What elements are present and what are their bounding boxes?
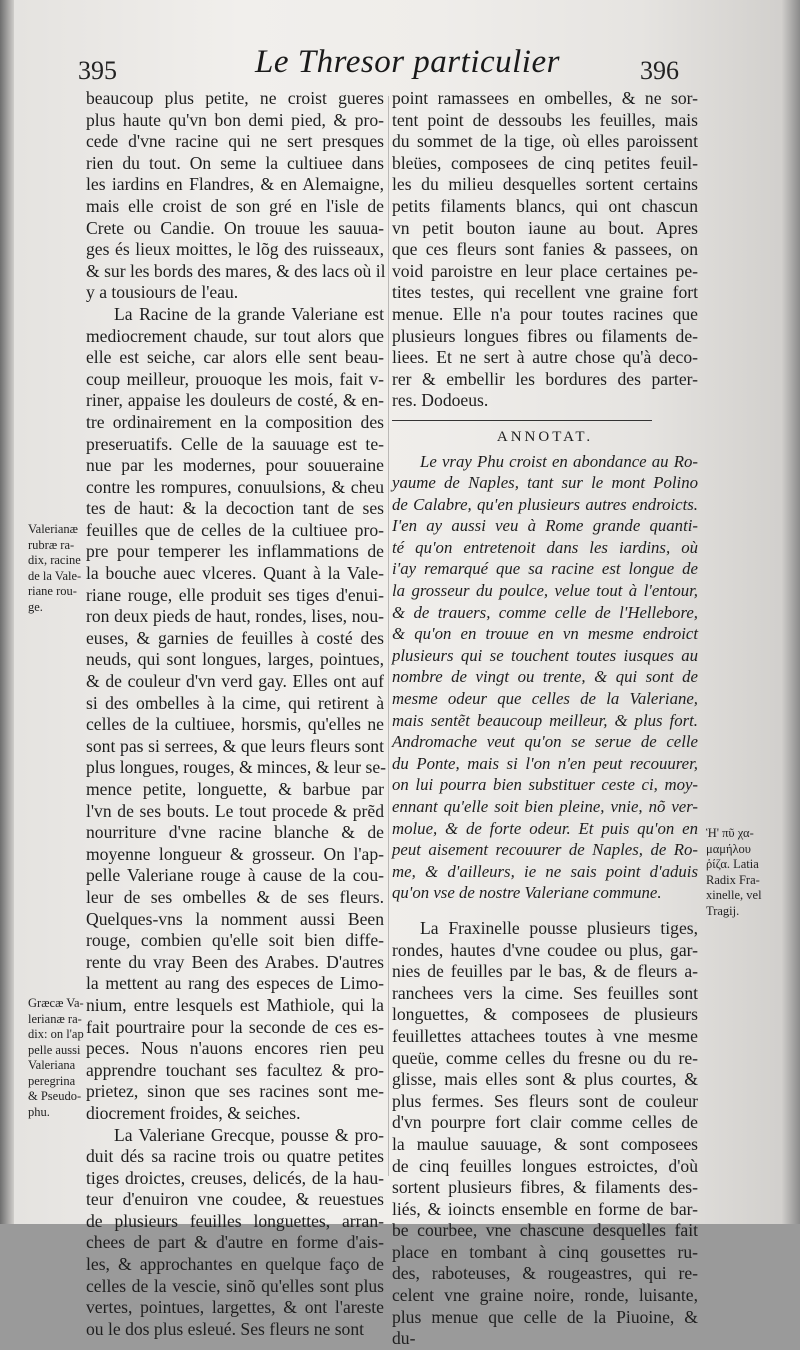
left-column-line: leur de ses ombelles & de ses fleurs.	[86, 886, 384, 907]
margin-note-line: de la Vale-	[28, 568, 82, 583]
left-column-line: cede d'vne racine qui ne sert presques	[86, 131, 384, 152]
right-column-line: plusieurs longues fibres ou filaments de-	[392, 325, 698, 346]
left-column-line: duit dés sa racine trois ou quatre petites	[86, 1146, 384, 1167]
annotation-line: nombre de vingt ou trente, & qui sont de	[392, 667, 698, 687]
margin-note-valeriana-rubra	[28, 522, 84, 615]
margin-note-line: Ἡ' πῦ χα-	[706, 826, 754, 840]
margin-note-line: & Pseudo-	[28, 1089, 82, 1103]
left-column-line: ou le dos plus esleué. Ses fleurs ne sont	[86, 1318, 365, 1339]
left-column-line: chees de part & d'autre en forme d'ais-	[86, 1232, 384, 1253]
annotation-line: & de trauers, comme celle de l'Hellebore,	[392, 602, 698, 622]
right-column-line: longuettes, & composees de plusieurs	[392, 1004, 698, 1025]
left-column-line: mais elle croist de son gré en l'isle de	[86, 195, 384, 216]
left-column-line: beaucoup plus petite, ne croist gueres	[86, 88, 384, 108]
annotation-line: molue, & de forte odeur. Et puis qu'on en	[392, 818, 698, 838]
left-column-line: mence petite, longuette, & barbue par	[86, 779, 384, 799]
annotation-line: de Calabre, qu'en plusieurs autres endroicts.	[392, 494, 698, 514]
margin-note-line: ῥίζα. Latia	[706, 857, 759, 871]
right-column-line: rer & embellir les bordures des parter-	[392, 368, 698, 389]
margin-note-line: Valerianæ	[28, 522, 78, 536]
section-spacer	[392, 904, 698, 918]
margin-note-line: pelle aussi	[28, 1042, 81, 1057]
page-number-right: 396	[640, 56, 679, 85]
left-column-line: les, & approchantes en quelque faço de	[86, 1254, 384, 1275]
left-column	[86, 88, 387, 1340]
left-column-line: coup meilleur, prouoque les mois, fait v-	[86, 368, 384, 389]
left-column-line: ges és lieux moittes, le lõg des ruisseaux,	[86, 239, 384, 260]
margin-note-line: peregrina	[28, 1073, 76, 1088]
left-column-line: tiges droictes, creuses, delicés, de la hau-	[86, 1167, 384, 1188]
right-column-line: queüe, comme celles du fresne ou du re-	[392, 1047, 698, 1068]
left-column-line: rouge, combien qu'elle soit bien diffe-	[86, 930, 384, 951]
column-gutter	[388, 96, 389, 1176]
margin-note-line: μαμήλου	[706, 841, 751, 856]
left-column-line: feuilles que de celles de la cultiuee pro-	[86, 519, 384, 540]
right-column	[392, 88, 698, 1350]
right-column-line: plus fermes. Ses fleurs sont de couleur	[392, 1090, 698, 1111]
right-column-line: que ces fleurs sont fanies & passees, on	[392, 239, 698, 260]
left-column-line: Crete ou Candie. On trouue les sauua-	[86, 217, 384, 238]
left-column-line: ron deux pieds de haut, rondes, lises, nou-	[86, 606, 384, 627]
left-column-line: moyenne longueur & grosseur. On l'ap-	[86, 843, 384, 864]
margin-note-line: phu.	[28, 1104, 50, 1119]
right-column-line: celent vne graine noire, ronde, luisante,	[392, 1285, 698, 1306]
right-column-line: liés, & ioincts ensemble en forme de bar-	[392, 1198, 698, 1219]
annotation-line: peut aisement recouurer de Naples, de Ro-	[392, 840, 698, 860]
page-edge-left	[0, 0, 14, 1224]
margin-note-line: Græcæ Va-	[28, 996, 84, 1010]
left-column-line: la mettent au rang des especes de Limo-	[86, 973, 384, 994]
left-column-line: preseruatifs. Celle de la sauuage est te-	[86, 433, 384, 454]
left-column-line: de plusieurs feuilles longuettes, arran-	[86, 1210, 384, 1231]
annotation-line: I'en ay aussi veu à Rome grande quanti-	[392, 516, 698, 536]
margin-note-line: rubræ ra-	[28, 537, 75, 552]
right-column-line: tent point de dessoubs les feuilles, mais	[392, 109, 698, 130]
right-column-line: du-	[392, 1328, 416, 1349]
left-column-line: si des ombelles à la cime, qui retirent à	[86, 692, 384, 713]
left-column-line: teur d'enuiron vne coudee, & reuestues	[86, 1189, 384, 1210]
right-column-line: glisse, mais elles sont & plus courtes, &	[392, 1069, 698, 1090]
right-column-line: rondes, hautes d'vne coudee ou plus, gar-	[392, 939, 698, 960]
left-column-line: nium, entre lesquels est Mathiole, qui la	[86, 994, 384, 1015]
margin-note-line: Radix Fra-	[706, 872, 760, 887]
right-column-line: nies de feuilles par le bas, & de fleurs a-	[392, 961, 698, 982]
left-column-line: celles de la vescie, sinõ qu'elles sont plus	[86, 1275, 384, 1296]
annotation-line: mais sentẽt beaucoup meilleur, & plus fort.	[392, 710, 698, 730]
annotation-line: Andromache veut qu'on se serue de celle	[392, 732, 698, 752]
margin-note-line: xinelle, vel	[706, 888, 762, 902]
margin-note-line: dix: on l'ap	[28, 1027, 84, 1041]
annotation-line: la grosseur du poulce, velue tout à l'entour,	[392, 581, 698, 601]
right-column-line: menue. Elle n'a pour toutes racines que	[392, 303, 698, 324]
right-column-line: tites testes, qui recellent vne graine fort	[392, 282, 698, 303]
right-column-line: res. Dodoeus.	[392, 390, 489, 411]
margin-note-line: lerianæ ra-	[28, 1011, 82, 1026]
margin-note-line: dix, racine	[28, 553, 81, 567]
left-column-line: tes de haut: & la decoction tant de ses	[86, 498, 384, 519]
right-column-line: feuillettes attachees toutes à vne mesme	[392, 1025, 698, 1046]
left-column-line: riner, appaise les douleurs de costé, & en-	[86, 390, 384, 411]
left-column-line: nourriture d'vne racine blanche & de	[86, 822, 384, 843]
left-column-line: tre ordinairement en la composition des	[86, 411, 384, 432]
left-column-line: l'vn de ses bouts. Le tout procede & prẽd	[86, 800, 384, 821]
left-column-line: celles de la cultiuee, horsmis, qu'elles ne	[86, 714, 384, 735]
right-column-line: place en tombant à cinq gousettes ru-	[392, 1241, 698, 1262]
left-column-line: rente du vray Been des Arabes. D'autres	[86, 951, 384, 972]
left-column-line: La Racine de la grande Valeriane est	[114, 303, 384, 324]
left-column-line: sont pas si serrees, & que leurs fleurs sont	[86, 735, 384, 756]
left-column-line: pre pour temperer les inflammations de	[86, 541, 384, 562]
page-edge-right	[782, 0, 800, 1224]
right-column-line: liees. Et ne sert à autre chose qu'à deco-	[392, 347, 698, 368]
left-column-line: les iardins en Flandres, & en Alemaigne,	[86, 174, 384, 195]
annotation-line: qu'on vse de nostre Valeriane commune.	[392, 883, 662, 903]
annotation-line: mesme odeur que celles de la Valeriane,	[392, 689, 698, 709]
margin-note-line: Tragij.	[706, 903, 740, 918]
right-column-line: ranchees vers la cime. Ses feuilles sont	[392, 982, 698, 1003]
right-column-line: La Fraxinelle pousse plusieurs tiges,	[420, 917, 698, 938]
annotation-line: & qu'on en trouue en vn mesme endroict	[392, 624, 698, 644]
right-column-line: vn petit bouton iaune au bout. Apres	[392, 217, 698, 238]
right-column-line: d'vn pourpre fort clair comme celles de	[392, 1112, 698, 1133]
left-column-line: peces. Nous n'auons encores rien peu	[86, 1038, 384, 1059]
left-column-line: rien du tout. On seme la cultiuee dans	[86, 152, 384, 173]
annotation-rule	[392, 420, 652, 421]
left-column-line: la bouche auec vlceres. Quant à la Vale-	[86, 563, 384, 584]
left-column-line: contre les rompures, conuulsions, & cheu	[86, 476, 384, 497]
left-column-line: pelle Valeriane rouge à cause de la cou-	[86, 865, 384, 886]
page-number-left: 395	[78, 56, 117, 85]
right-column-line: du sommet de la tige, où elles paroissent	[392, 131, 698, 152]
margin-note-valeriana-graeca	[28, 996, 86, 1120]
right-column-line: des, raboteuses, & rougeastres, qui re-	[392, 1263, 698, 1284]
annotation-line: i'ay remarqué que sa racine est longue de	[392, 559, 698, 579]
left-column-line: mediocrement chaude, sur tout alors que	[86, 325, 384, 346]
left-column-line: vertes, pointues, largettes, & ont l'areste	[86, 1297, 384, 1318]
running-title: Le Thresor particulier	[255, 44, 560, 80]
left-column-line: y a tousiours de l'eau.	[86, 282, 239, 303]
left-column-line: neuds, qui sont longues, larges, pointues,	[86, 649, 384, 670]
right-column-line: sortent plusieurs fibres, & filaments des-	[392, 1177, 698, 1198]
right-column-line: la maulue sauuage, & sont composees	[392, 1133, 698, 1154]
left-column-line: plus haute qu'vn bon demi pied, & pro-	[86, 109, 384, 130]
right-column-line: petits filaments blancs, qui ont chascun	[392, 195, 698, 216]
right-column-line: bleües, composees de cinq petites feuil-	[392, 152, 698, 173]
annotation-line: té qu'on entretenoit dans les iardins, où	[392, 537, 698, 557]
left-column-line: nue par les modernes, pour souueraine	[86, 455, 384, 476]
left-column-line: euses, & garnies de feuilles à costé des	[86, 627, 384, 648]
right-column-line: les du milieu desquelles sortent certains	[392, 174, 698, 195]
annotation-line: du Ponte, mais si l'on n'en peut recouurer,	[392, 753, 698, 773]
left-column-line: La Valeriane Grecque, pousse & pro-	[114, 1124, 384, 1145]
annotation-line: yaume de Naples, tant sur le mont Polino	[392, 473, 698, 493]
left-column-line: & sur les bords des mares, & des lacs où il	[86, 260, 386, 281]
left-column-line: & de couleur d'vn verd gay. Elles ont auf	[86, 671, 384, 692]
left-column-line: plus longues, rouges, & minces, & leur se-	[86, 757, 387, 778]
left-column-line: diocrement froides, & seiches.	[86, 1102, 301, 1123]
annotation-line: Le vray Phu croist en abondance au Ro-	[420, 451, 698, 471]
right-column-line: void paroistre en leur place certaines pe-	[392, 260, 698, 281]
annotation-line: plusieurs qui se touchent toutes iusques au	[392, 645, 698, 665]
right-column-line: de cinq feuilles longues estroictes, d'où	[392, 1155, 698, 1176]
right-column-line: point ramassees en ombelles, & ne sor-	[392, 88, 698, 108]
left-column-line: elle est seiche, car alors elle sent beau-	[86, 347, 384, 368]
left-column-line: Quelques-vns la nomment aussi Been	[86, 908, 384, 929]
left-column-line: fait pourtraire pour la seconde de ces es-	[86, 1016, 384, 1037]
left-column-line: riane rouge, elle produit ses tiges d'enui-	[86, 584, 384, 605]
left-column-line: apprendre touchant ses facultez & pro-	[86, 1059, 384, 1080]
right-column-line: be courbee, vne chascune desquelles fait	[392, 1220, 698, 1241]
margin-note-fraxinelle	[706, 826, 786, 919]
annotation-heading: ANNOTAT.	[496, 428, 594, 445]
annotation-line: me, & d'ailleurs, ie ne sais point d'aduis	[392, 861, 698, 881]
annotation-line: ennant qu'elle soit bien pleine, vnie, nõ ver-	[392, 797, 698, 816]
margin-note-line: ge.	[28, 599, 43, 614]
left-column-line: prietez, sinon que ses racines sont me-	[86, 1081, 384, 1102]
margin-note-line: Valeriana	[28, 1058, 76, 1072]
annotation-line: on lui pourra bien substituer ceste ci, moy-	[392, 775, 698, 795]
right-column-line: plus menue que celle de la Piuoine, &	[392, 1306, 698, 1327]
margin-note-line: riane rou-	[28, 584, 77, 598]
